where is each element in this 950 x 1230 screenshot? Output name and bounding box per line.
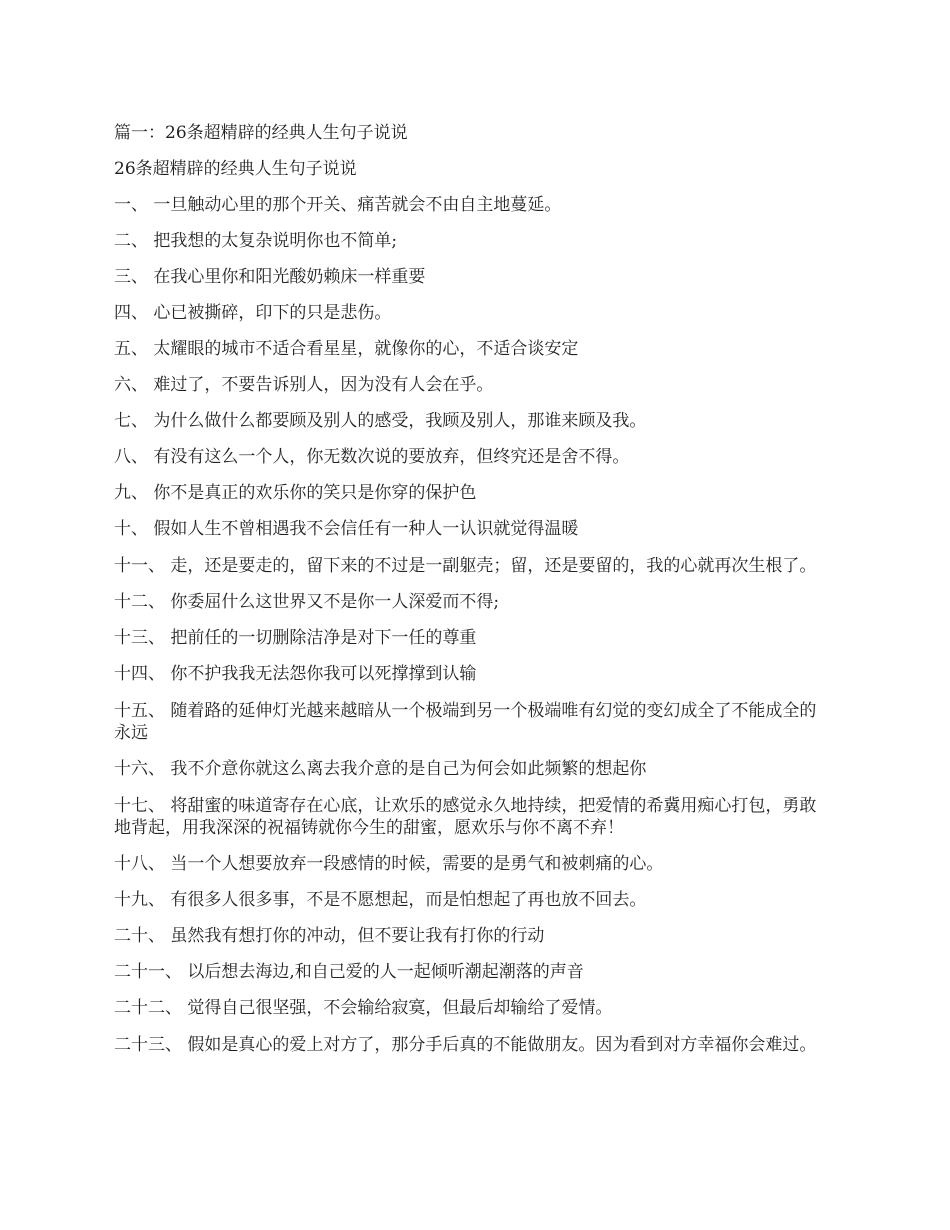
- list-item: 二十三、 假如是真心的爱上对方了，那分手后真的不能做朋友。因为看到对方幸福你会难过。: [114, 1035, 817, 1055]
- list-item: 十二、 你委屈什么这世界又不是你一人深爱而不得;: [114, 592, 500, 612]
- list-item: 八、 有没有这么一个人，你无数次说的要放弃，但终究还是舍不得。: [114, 447, 630, 467]
- list-item: 九、 你不是真正的欢乐你的笑只是你穿的保护色: [114, 483, 477, 503]
- list-item: 二十、 虽然我有想打你的冲动，但不要让我有打你的行动: [114, 926, 545, 946]
- list-item: 十七、 将甜蜜的味道寄存在心底，让欢乐的感觉永久地持续，把爱情的希冀用痴心打包，勇敢地背起，用我深深的祝福铸就你今生的甜蜜，愿欢乐与你不离不弃！: [114, 796, 817, 838]
- document-subheading: 26条超精辟的经典人生句子说说: [114, 159, 357, 179]
- list-item: 十一、 走，还是要走的，留下来的不过是一副躯壳；留，还是要留的，我的心就再次生根了。: [114, 556, 817, 576]
- list-item: 四、 心已被撕碎，印下的只是悲伤。: [114, 303, 392, 323]
- list-item: 二、 把我想的太复杂说明你也不简单;: [114, 231, 398, 251]
- document-heading: 篇一：26条超精辟的经典人生句子说说: [114, 123, 408, 143]
- list-item: 十五、 随着路的延伸灯光越来越暗从一个极端到另一个极端唯有幻觉的变幻成全了不能成全的永远: [114, 701, 817, 743]
- list-item: 二十一、 以后想去海边,和自己爱的人一起倾听潮起潮落的声音: [114, 962, 584, 982]
- list-item: 十八、 当一个人想要放弃一段感情的时候，需要的是勇气和被刺痛的心。: [114, 854, 664, 874]
- list-item: 十、 假如人生不曾相遇我不会信任有一种人一认识就觉得温暖: [114, 519, 579, 539]
- list-item: 十六、 我不介意你就这么离去我介意的是自己为何会如此频繁的想起你: [114, 759, 647, 779]
- list-item: 十九、 有很多人很多事，不是不愿想起，而是怕想起了再也放不回去。: [114, 890, 647, 910]
- list-item: 五、 太耀眼的城市不适合看星星，就像你的心，不适合谈安定: [114, 339, 579, 359]
- list-item: 一、 一旦触动心里的那个开关、痛苦就会不由自主地蔓延。: [114, 195, 562, 215]
- list-item: 十三、 把前任的一切删除洁净是对下一任的尊重: [114, 628, 477, 648]
- list-item: 三、 在我心里你和阳光酸奶赖床一样重要: [114, 267, 426, 287]
- list-item: 七、 为什么做什么都要顾及别人的感受，我顾及别人，那谁来顾及我。: [114, 411, 647, 431]
- list-item: 六、 难过了，不要告诉别人，因为没有人会在乎。: [114, 375, 494, 395]
- list-item: 二十二、 觉得自己很坚强，不会输给寂寞，但最后却输给了爱情。: [114, 998, 613, 1018]
- list-item: 十四、 你不护我我无法怨你我可以死撑撑到认输: [114, 664, 477, 684]
